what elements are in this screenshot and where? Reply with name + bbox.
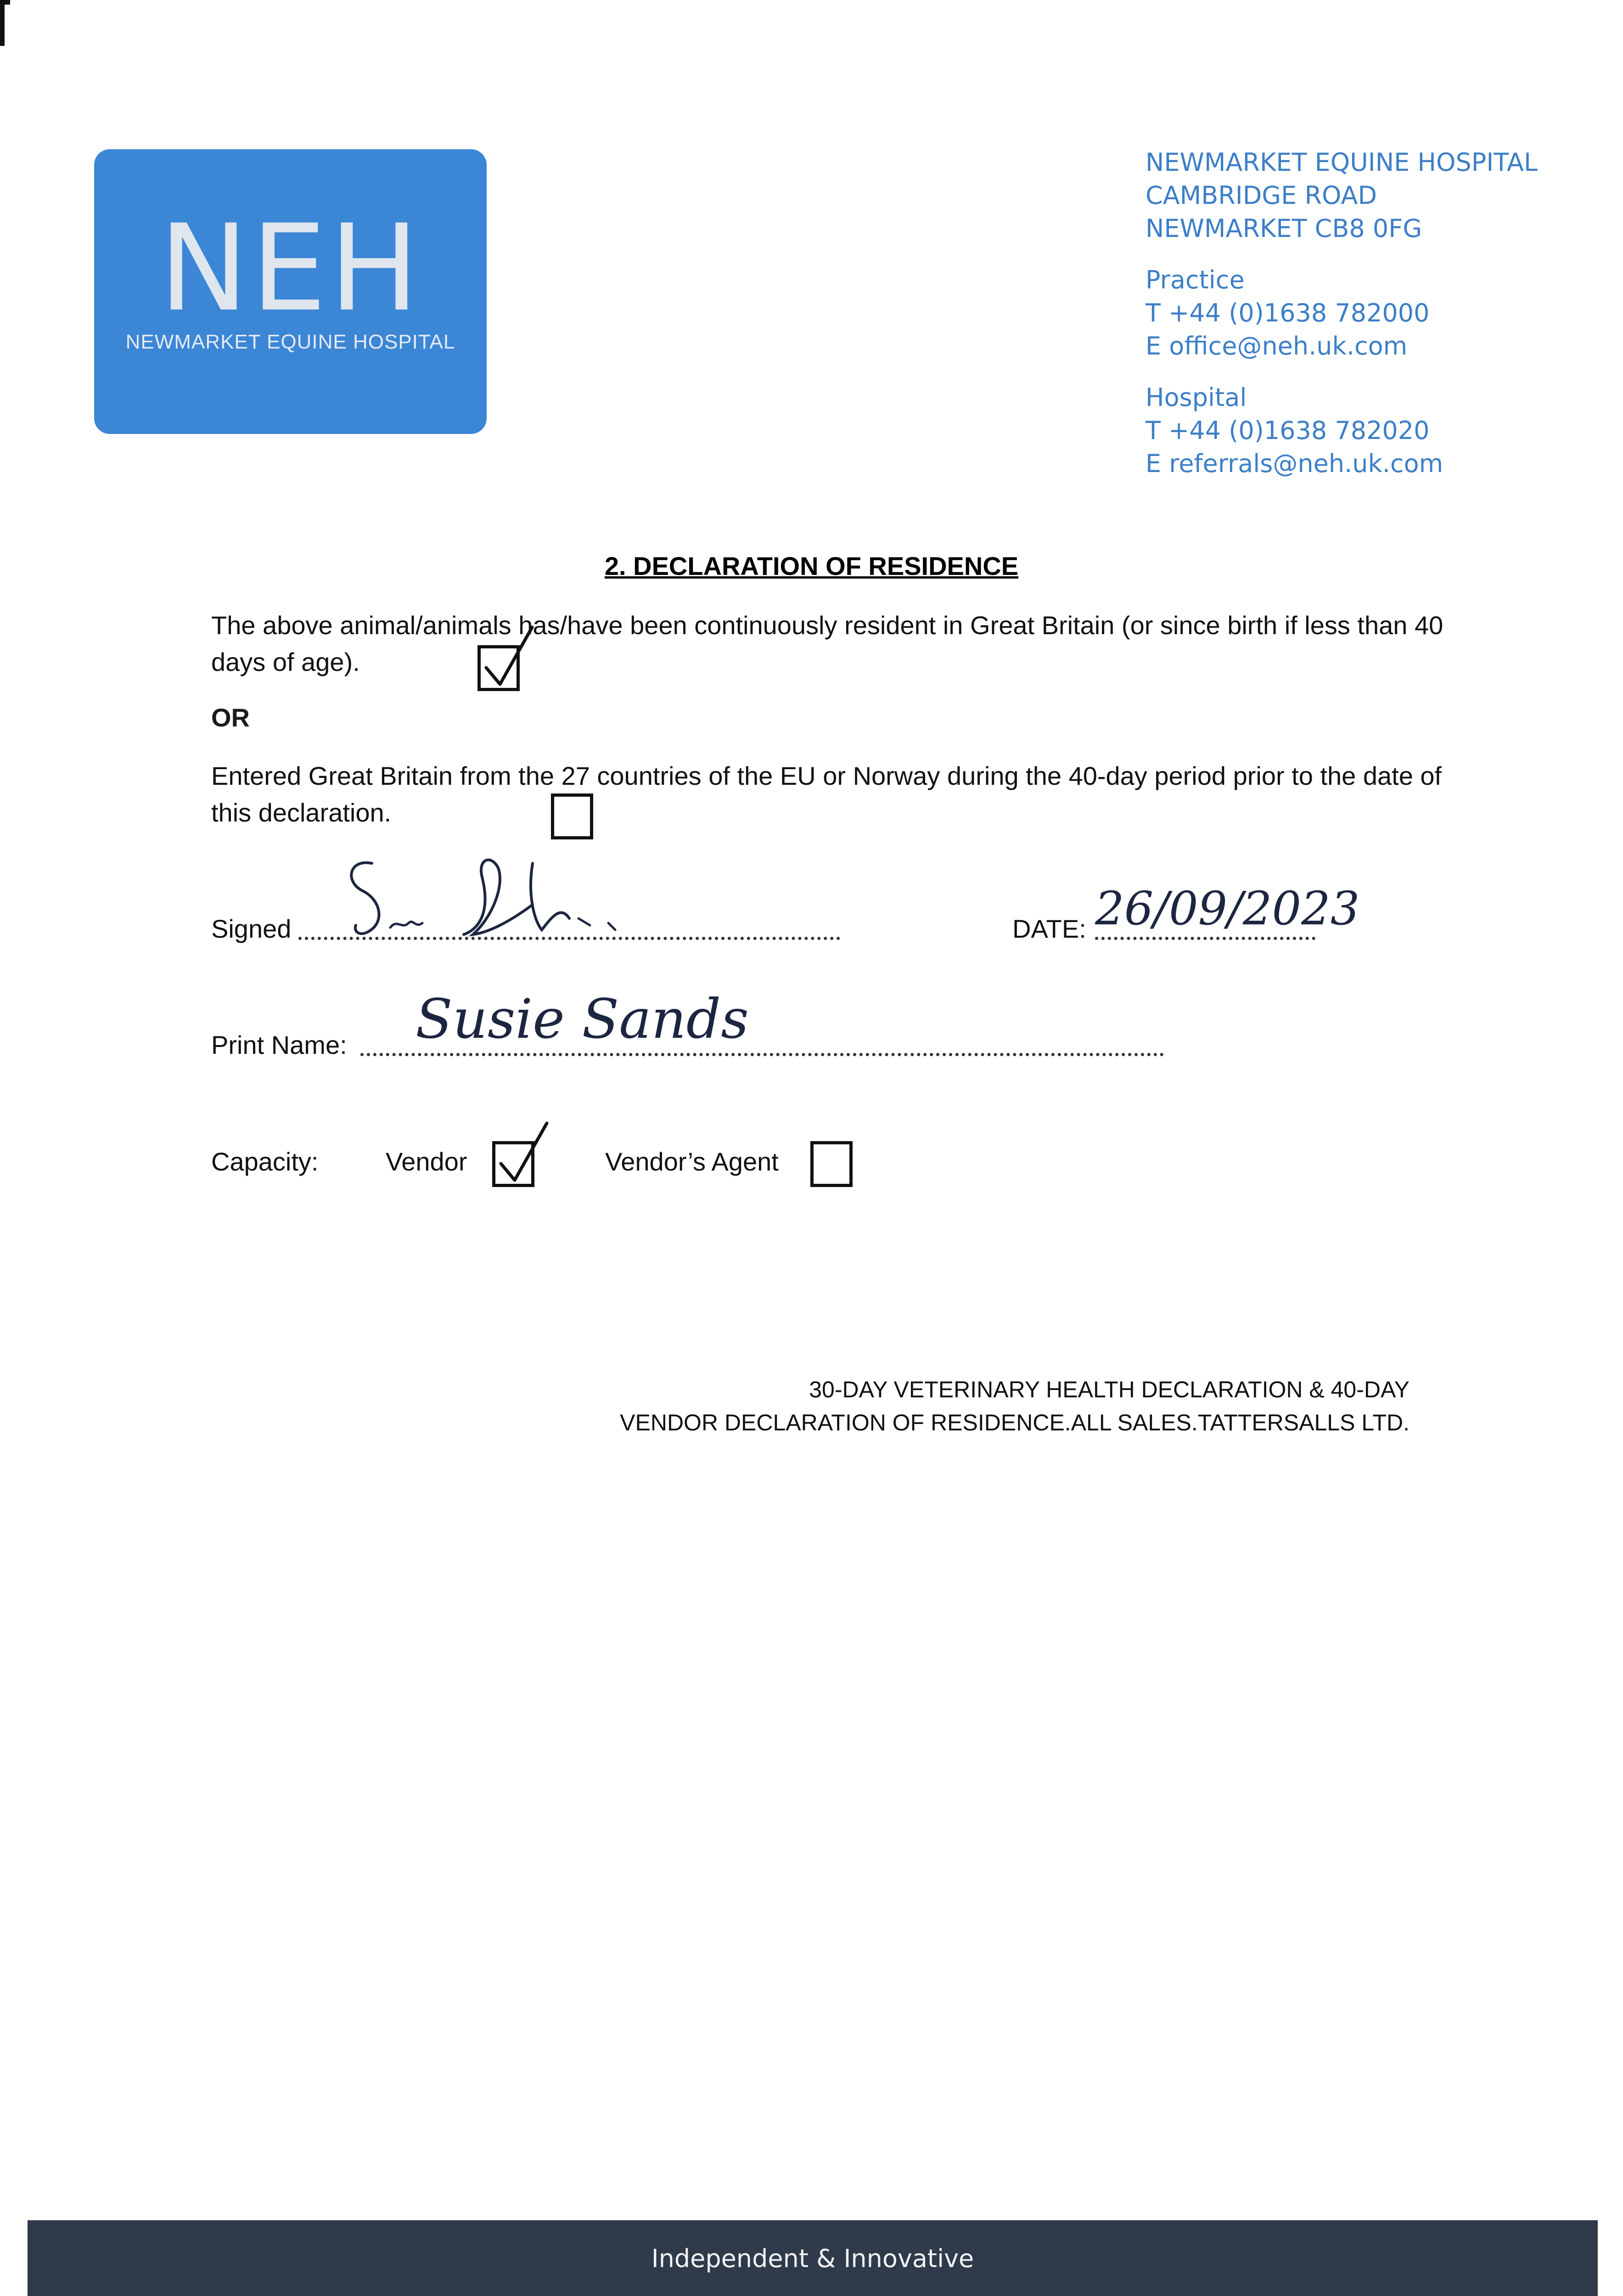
signature-scrawl	[340, 850, 661, 941]
or-label: OR	[211, 703, 250, 732]
capacity-label: Capacity:	[211, 1147, 319, 1176]
neh-logo	[94, 149, 487, 434]
footer-tagline: Independent & Innovative	[651, 2244, 974, 2273]
hospital-phone: T +44 (0)1638 782020	[1146, 416, 1430, 445]
practice-phone: T +44 (0)1638 782000	[1146, 298, 1430, 327]
hospital-label: Hospital	[1146, 383, 1247, 412]
scan-corner-mark	[0, 0, 5, 46]
document-title: 2. DECLARATION OF RESIDENCE	[604, 551, 1019, 580]
date-line	[1095, 937, 1315, 940]
form-reference-line-2: VENDOR DECLARATION OF RESIDENCE.ALL SALES.TATTERSALLS LTD.	[620, 1410, 1410, 1435]
footer-bar	[28, 2220, 1598, 2296]
check-mark-icon	[478, 625, 538, 694]
address-block	[1146, 146, 1538, 480]
signed-label: Signed	[211, 914, 292, 943]
print-name-line	[360, 1053, 1164, 1056]
practice-label: Practice	[1146, 265, 1245, 294]
logo-subtitle: NEWMARKET EQUINE HOSPITAL	[125, 331, 455, 353]
vendors-agent-label: Vendor’s Agent	[605, 1147, 779, 1176]
print-name-label: Print Name:	[211, 1030, 347, 1059]
resident-checkbox[interactable]	[477, 645, 520, 691]
vendor-label: Vendor	[386, 1147, 467, 1176]
street: CAMBRIDGE ROAD	[1146, 181, 1377, 210]
practice-email: E office@neh.uk.com	[1146, 332, 1408, 360]
form-reference-note	[620, 1373, 1410, 1439]
resident-statement: The above animal/animals has/have been continuously resident in Great Britain (or since birth if less than 40 days of age).	[211, 611, 1443, 676]
logo-mark: NEH	[159, 199, 422, 338]
vendor-checkbox[interactable]	[492, 1141, 534, 1187]
entered-checkbox[interactable]	[551, 793, 593, 839]
date-value[interactable]: 26/09/2023	[1095, 882, 1360, 935]
entered-statement: Entered Great Britain from the 27 countries of the EU or Norway during the 40-day period prior to the date of this declaration.	[211, 761, 1442, 827]
hospital-name: NEWMARKET EQUINE HOSPITAL	[1146, 148, 1538, 177]
hospital-email: E referrals@neh.uk.com	[1146, 449, 1443, 478]
town: NEWMARKET CB8 0FG	[1146, 214, 1422, 243]
form-reference-line-1: 30-DAY VETERINARY HEALTH DECLARATION & 40-DAY	[809, 1377, 1410, 1402]
print-name-value[interactable]: Susie Sands	[416, 987, 749, 1051]
check-mark-icon	[493, 1121, 552, 1190]
date-label: DATE:	[1012, 914, 1086, 943]
vendors-agent-checkbox[interactable]	[810, 1141, 853, 1187]
